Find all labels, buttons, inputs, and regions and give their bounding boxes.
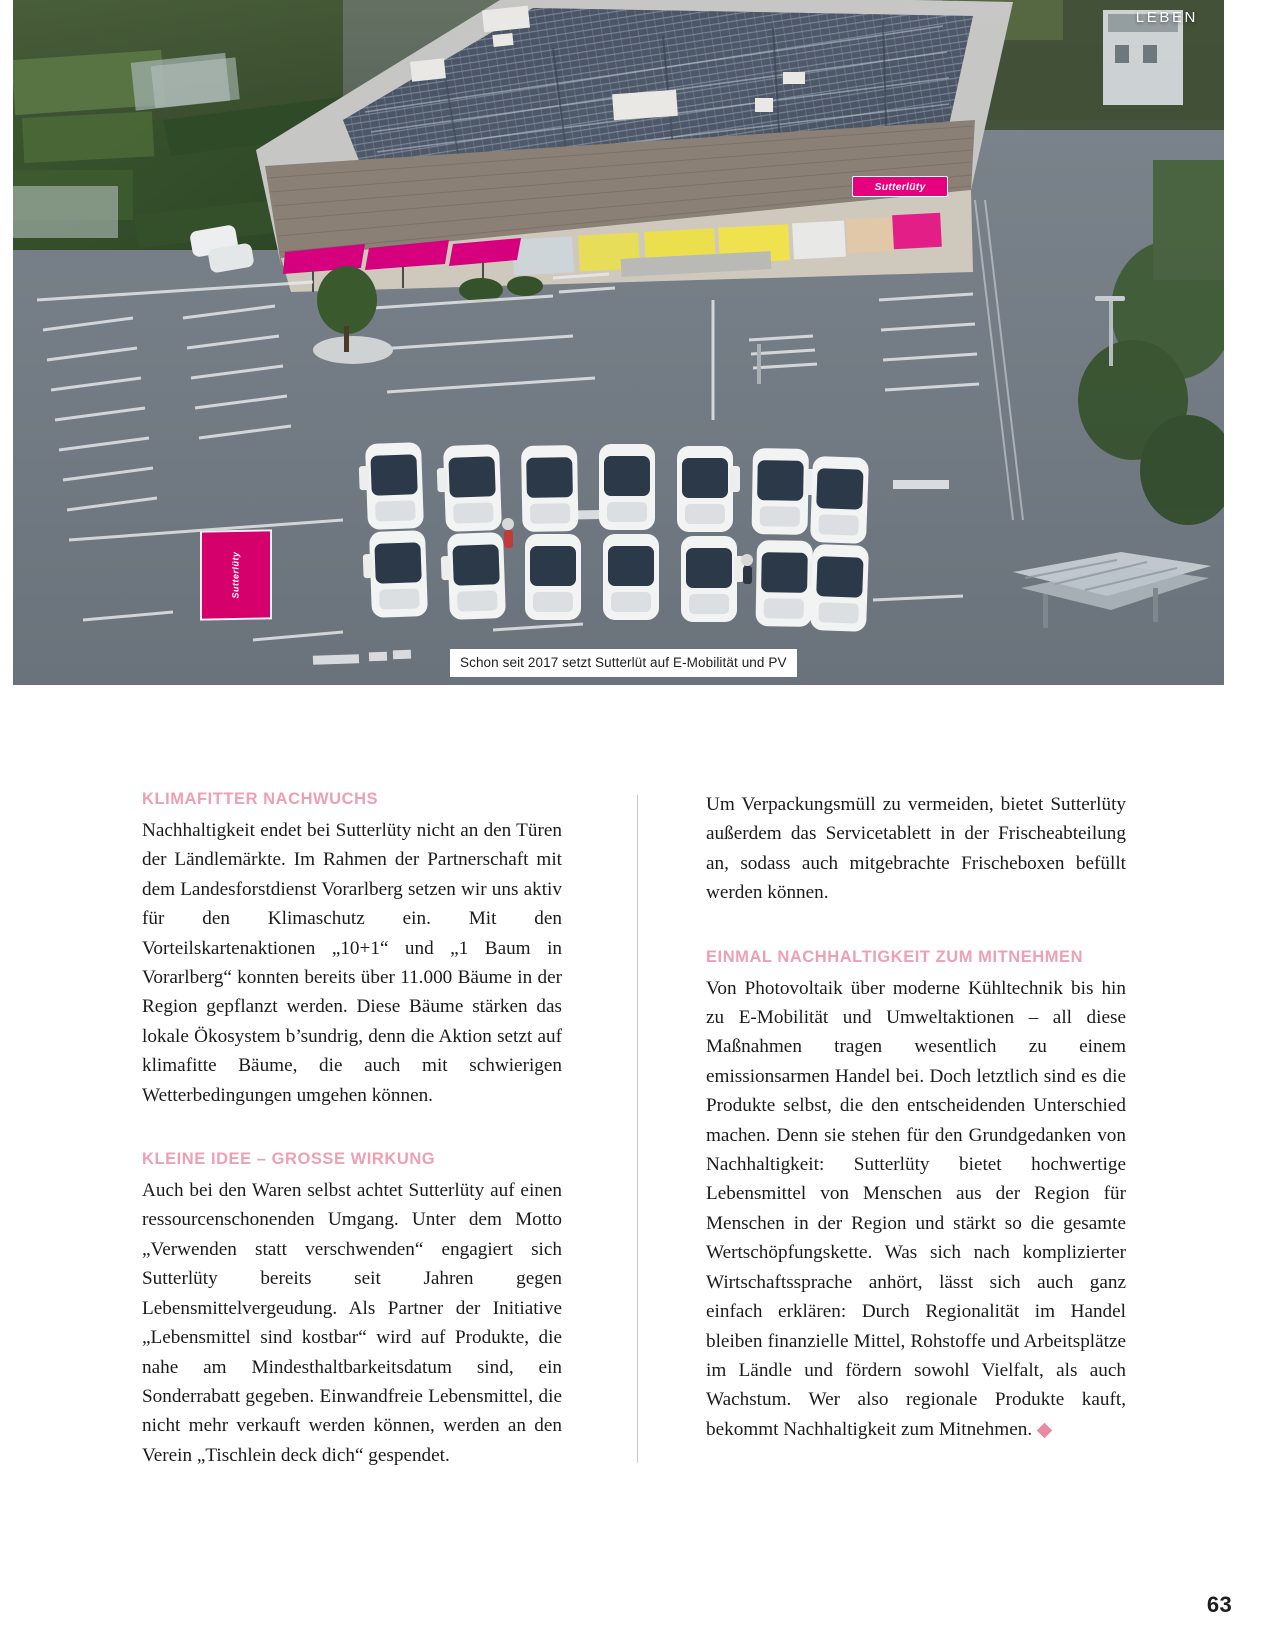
paragraph-klimafitter-nachwuchs: Nachhaltigkeit endet bei Sutterlüty nicht an den Türen der Ländlemärkte. Im Rahmen der Partnerschaft mit dem Landesforstdienst Vorarlberg setzen wir uns aktiv für den Klimaschutz ein. Mit den Vorteilskartenaktionen „10+1“ und „1 Baum in Vorarlberg“ konnten bereits über 11.000 Bäume in der Region gepflanzt werden. Diese Bäume stärken das lokale Ökosystem b’sundrig, denn die Aktion setzt auf klimafitte Bäume, die auch mit schwierigen Wetterbedingungen umgehen können. [142,820,562,1106]
heading-einmal-nachhaltigkeit-zum-mitnehmen: EINMAL NACHHALTIGKEIT ZUM MITNEHMEN [706,947,1084,966]
store-sign-label: Sutterlüty [874,180,926,193]
left-column [142,790,562,1470]
heading-kleine-idee-grosse-wirkung: KLEINE IDEE – GROSSE WIRKUNG [142,1150,436,1169]
heading-klimafitter-nachwuchs: KLIMAFITTER NACHWUCHS [142,790,379,808]
end-of-article-diamond-icon [1037,1422,1053,1438]
store-sign [852,176,948,197]
article-body [0,685,1280,1640]
aerial-store-photo [13,0,1224,685]
pylon-sign-label: Sutterlüty [230,551,241,599]
right-column [706,790,1126,1444]
page-number: 63 [1206,1592,1232,1617]
paragraph-einmal-nachhaltigkeit-zum-mitnehmen [706,974,1126,1445]
pylon-sign [200,529,272,620]
photo-caption: Schon seit 2017 setzt Sutterlüt auf E-Mobilität und PV [450,649,797,678]
section-tag: LEBEN [1135,9,1198,26]
hero-photo [13,0,1224,685]
paragraph-text: Von Photovoltaik über moderne Kühltechnik bis hin zu E-Mobilität und Umweltaktionen – all diese Maßnahmen tragen wesentlich zu einem emissionsarmen Handel bei. Doch letztlich sind es die Produkte selbst, die den entscheidenden Unterschied machen. Denn sie stehen für den Grundgedanken von Nachhaltigkeit: Sutterlüty bietet hochwertige Lebensmittel von Menschen aus der Region für Menschen in der Region und stärkt so die gesamte Wertschöpfungskette. Was sich nach komplizierter Wirtschaftssprache anhört, lässt sich auch ganz einfach erklären: Durch Regionalität im Handel bleiben finanzielle Mittel, Rohstoffe und Arbeitsplätze im Ländle und fördern sowohl Vielfalt, als auch Wachstum. Wer also regionale Produkte kauft, bekommt Nachhaltigkeit zum Mitnehmen. [706,977,1126,1440]
paragraph-lead-right: Um Verpackungsmüll zu vermeiden, bietet Sutterlüty außerdem das Servicetablett in der Frischeabteilung an, sodass auch mitgebrachte Frischeboxen befüllt werden können. [706,794,1126,904]
paragraph-kleine-idee-grosse-wirkung: Auch bei den Waren selbst achtet Sutterlüty auf einen ressourcenschonenden Umgang. Unter dem Motto „Verwenden statt verschwenden“ engagiert sich Sutterlüty bereits seit Jahren gegen Lebensmittelvergeudung. Als Partner der Initiative „Lebensmittel sind kostbar“ wird auf Produkte, die nahe am Mindesthaltbarkeitsdatum sind, ein Sonderrabatt gegeben. Einwandfreie Lebensmittel, die nicht mehr verkauft werden können, werden an den Verein „Tischlein deck dich“ gespendet. [142,1180,562,1466]
